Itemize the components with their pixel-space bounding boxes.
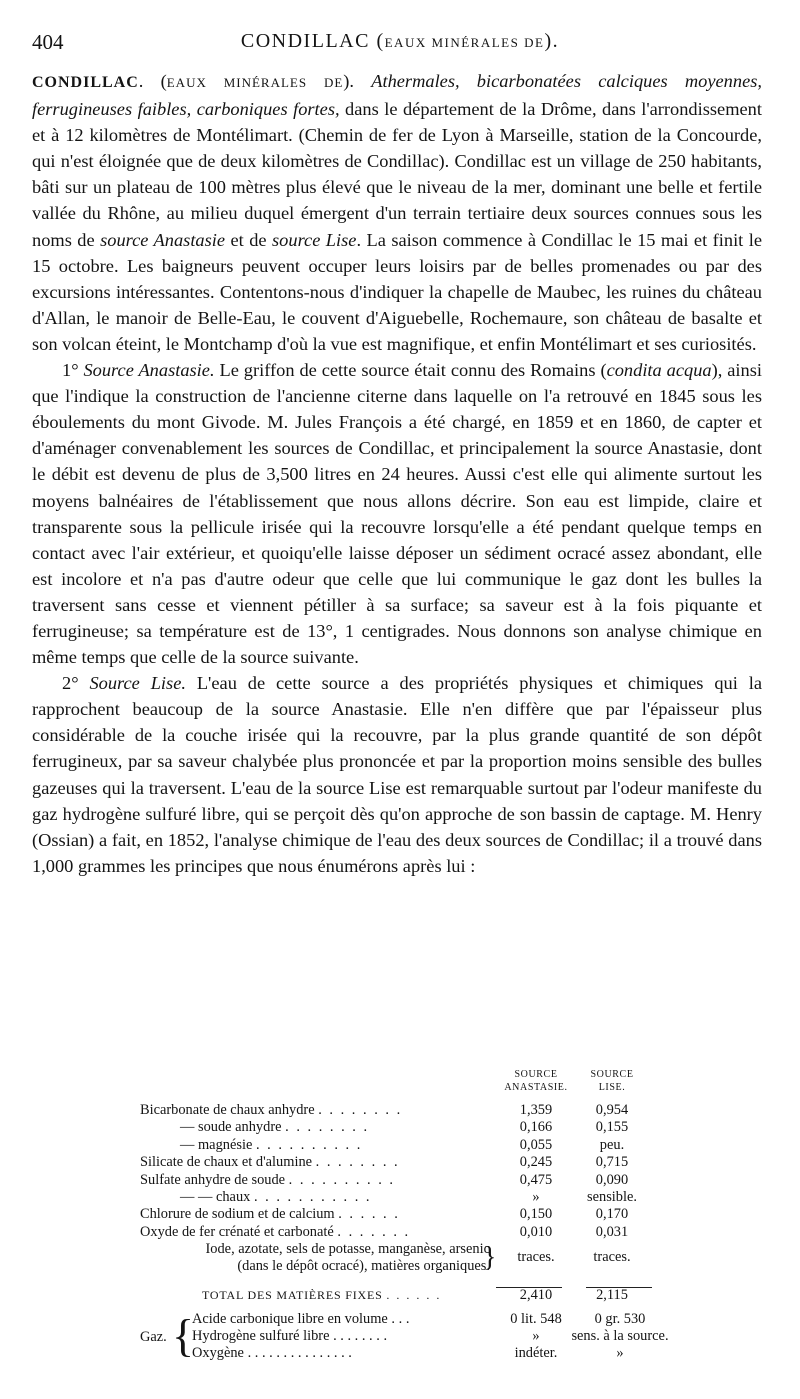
table-row: Acide carbonique libre en volume . . . [192,1310,410,1327]
table-row: Sulfate anhydre de soude . . . . . . . . . . 0,475 0,090 [140,1171,629,1188]
gas-label: Gaz. [140,1328,167,1345]
running-header [32,30,768,60]
table-row: Silicate de chaux et d'alumine . . . . . . . . 0,245 0,715 [140,1154,629,1171]
table-row: Bicarbonate de chaux anhydre . . . . . . . . 1,359 0,954 [140,1102,629,1118]
column-header-lise: SOURCE LISE. [590,1069,634,1093]
article-body [32,68,762,879]
page-number: 404 [32,30,64,54]
table-row: — magnésie . . . . . . . . . . 0,055 peu. [180,1136,625,1153]
gas-group: Gaz. { Acide carbonique libre en volume . . . 0 lit. 548 0 gr. 530 Hydrogène sulfuré libre . . . . . . . . » sens. à la source. Oxygène . . . . . . . . . . . . . . . indéter. » [140,1309,669,1362]
table-row-total: TOTAL DES MATIÈRES FIXES . . . . . . 2,410 2,115 [140,1287,680,1304]
table-row: Hydrogène sulfuré libre . . . . . . . . [192,1327,388,1344]
table-row: — soude anhydre . . . . . . . . 0,166 0,155 [180,1119,629,1136]
running-title: CONDILLAC (EAUX MINÉRALES DE). [240,30,560,52]
entry-headword: CONDILLAC [32,74,139,91]
section-anastasie: 1° Source Anastasie. Le griffon de cette source était connu des Romains (condita acqua), ainsi que l'indique la construction de l'ancienne citerne dans laquelle on l'a retrouvé en 1845 sous les éboulements du mont Givode. M. Jules François a été chargé, en 1859 et en 1860, de capter et d'aménager convenablement les sources de Condillac, et principalement la source Anastasie, dont le débit est devenu de plus de 3,500 litres en 24 heures. Aussi c'est elle qui alimente surtout les moyens balnéaires de l'établissement que nous allons décrire. Son eau est limpide, claire et transparente sous la pellicule irisée qui la recouvre lorsqu'elle a été pendant quelque temps en contact avec l'air extérieur, et quoiqu'elle laisse déposer un sédiment ocracé assez abondant, elle est incolore et n'a pas d'autre odeur que celle que lui communique le gaz dont les bulles la traversent sans cesse et viennent pétiller à sa surface; sa saveur est à la fois piquante et ferrugineuse; sa température est de 13°, 1 centigrades. Nous donnons son analyse chimique en même temps que celle de la source suivante. [32,360,762,668]
table-row-traces: Iode, azotate, sels de potasse, manganèse, arsenic (dans le dépôt ocracé), matières organiques. } traces. traces. [205,1241,631,1275]
section-title: Source Lise. [89,673,186,694]
entry-paragraph: CONDILLAC. (EAUX MINÉRALES DE). Athermales, bicarbonatées calciques moyennes, ferrugineuses faibles, carboniques fortes, dans le département de la Drôme, dans l'arrondissement et à 12 kilomètres de Montélimart. (Chemin de fer de Lyon à Marseille, station de la Concourde, qui n'est éloignée que de deux kilomètres de Condillac). Condillac est un village de 250 habitants, bâti sur un plateau de 100 mètres plus élevé que le niveau de la mer, dominant une belle et fertile vallée du Rhône, au milieu duquel émergent d'un terrain tertiaire deux sources connues sous les noms de source Anastasie et de source Lise. La saison commence à Condillac le 15 mai et finit le 15 octobre. Les baigneurs peuvent occuper leurs loisirs par de belles promenades ou par des excursions intéressantes. Contentons-nous d'indiquer la chapelle de Maubec, les ruines du château d'Allan, le manoir de Belle-Eau, le couvent d'Aiguebelle, Rochemaure, son château de basalte et son volcan éteint, le Montchamp d'où la vue est magnifique, et enfin Montélimart et ses curiosités. [32,71,762,354]
brace-symbol: { [172,1309,195,1361]
table-row: Oxygène . . . . . . . . . . . . . . . [192,1345,352,1362]
table-row: — — chaux . . . . . . . . . . . » sensible. [180,1188,637,1205]
classification: Athermales, bicarbonatées calciques moyennes, ferrugineuses faibles, carboniques fortes, [32,71,762,120]
brace-symbol: } [483,1242,497,1274]
table-row: Chlorure de sodium et de calcium . . . . . . 0,150 0,170 [140,1206,629,1223]
analysis-table [140,1068,680,1365]
table-header [140,1068,680,1102]
section-title: Source Anastasie. [83,360,215,381]
table-row: Oxyde de fer crénaté et carbonaté . . . . . . . 0,010 0,031 [140,1223,629,1240]
section-lise: 2° Source Lise. L'eau de cette source a des propriétés physiques et chimiques qui la rapprochent beaucoup de la source Anastasie. Elle n'en diffère que par l'épaisseur plus considérable de la couche irisée qui la recouvre, par la plus grande quantité de son dépôt ferrugineux, par sa saveur chalybée plus prononcée et par la proportion moins sensible des bulles gazeuses qui la traversent. L'eau de la source Lise est remarquable surtout par l'odeur manifeste du gaz hydrogène sulfuré libre, qui se perçoit dès qu'on approche de son bassin de captage. M. Henry (Ossian) a fait, en 1852, l'analyse chimique de l'eau des deux sources de Condillac; il a trouvé dans 1,000 grammes les principes que nous énumérons après lui : [32,673,762,876]
column-header-anastasie: SOURCE ANASTASIE. [504,1069,568,1093]
